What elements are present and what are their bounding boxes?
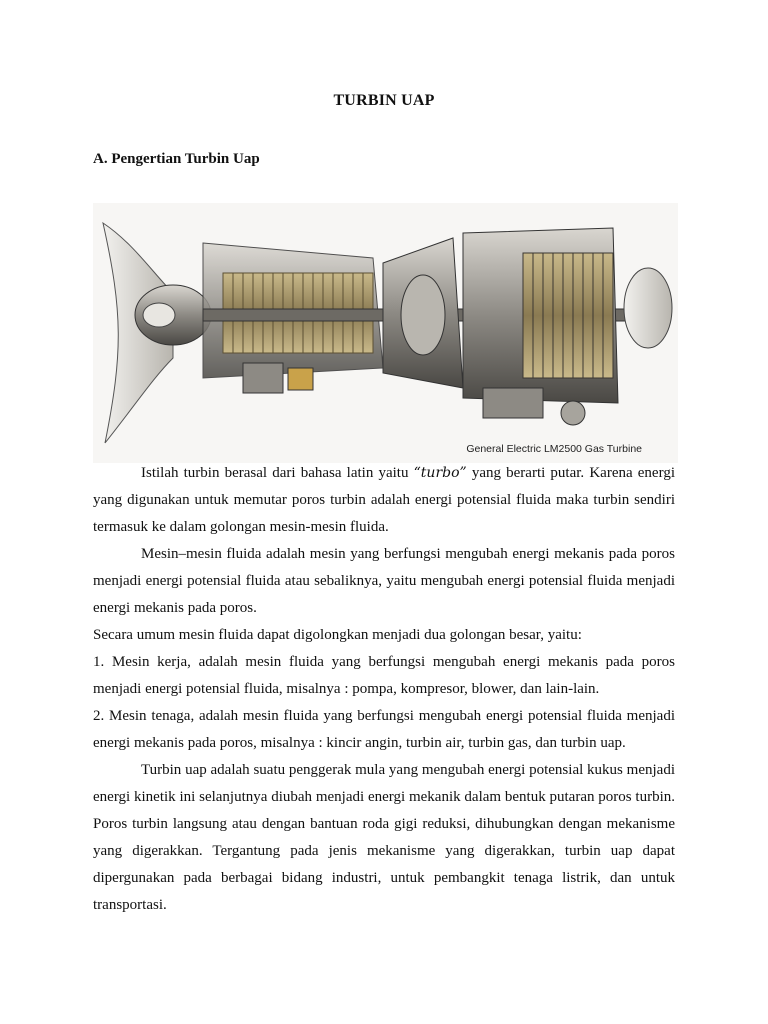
body-text — [93, 460, 675, 919]
figure-caption: General Electric LM2500 Gas Turbine — [466, 443, 642, 455]
paragraph: Turbin uap adalah suatu penggerak mula yang mengubah energi potensial kukus menjadi energi kinetik ini selanjutnya diubah menjadi energi mekanik dalam bentuk putaran poros turbin. Poros turbin langsung atau dengan bantuan roda gigi reduksi, dihubungkan dengan mekanisme yang digerakkan. Tergantung pada jenis mekanisme yang digerakkan, turbin uap dapat dipergunakan pada berbagai bidang industri, untuk pembangkit tenaga listrik, dan untuk transportasi. — [93, 762, 675, 913]
list-item: 2. Mesin tenaga, adalah mesin fluida yang berfungsi mengubah energi potensial fluida menjadi energi mekanis pada poros, misalnya : kincir angin, turbin air, turbin gas, dan turbin uap. — [93, 708, 675, 751]
paragraph: Secara umum mesin fluida dapat digolongkan menjadi dua golongan besar, yaitu: — [93, 627, 582, 643]
quoted-term: “turbo” — [413, 465, 467, 481]
paragraph-text: yang berarti putar. Karena energi yang digunakan untuk memutar poros turbin adalah energi potensial fluida maka turbin sendiri termasuk ke dalam golongan mesin-mesin fluida. — [93, 465, 675, 535]
turbine-cutaway-figure — [93, 203, 678, 463]
paragraph — [93, 460, 675, 541]
paragraph: Mesin–mesin fluida adalah mesin yang berfungsi mengubah energi mekanis pada poros menjadi energi potensial fluida atau sebaliknya, yaitu mengubah energi potensial fluida menjadi energi mekanis pada poros. — [93, 546, 675, 616]
list-item: 1. Mesin kerja, adalah mesin fluida yang berfungsi mengubah energi mekanis pada poros menjadi energi potensial fluida, misalnya : pompa, kompresor, blower, dan lain-lain. — [93, 654, 675, 697]
page-title: TURBIN UAP — [333, 92, 435, 109]
turbine-illustration — [93, 203, 678, 463]
paragraph-text: Istilah turbin berasal dari bahasa latin yaitu — [141, 465, 414, 481]
section-heading: A. Pengertian Turbin Uap — [93, 151, 260, 167]
